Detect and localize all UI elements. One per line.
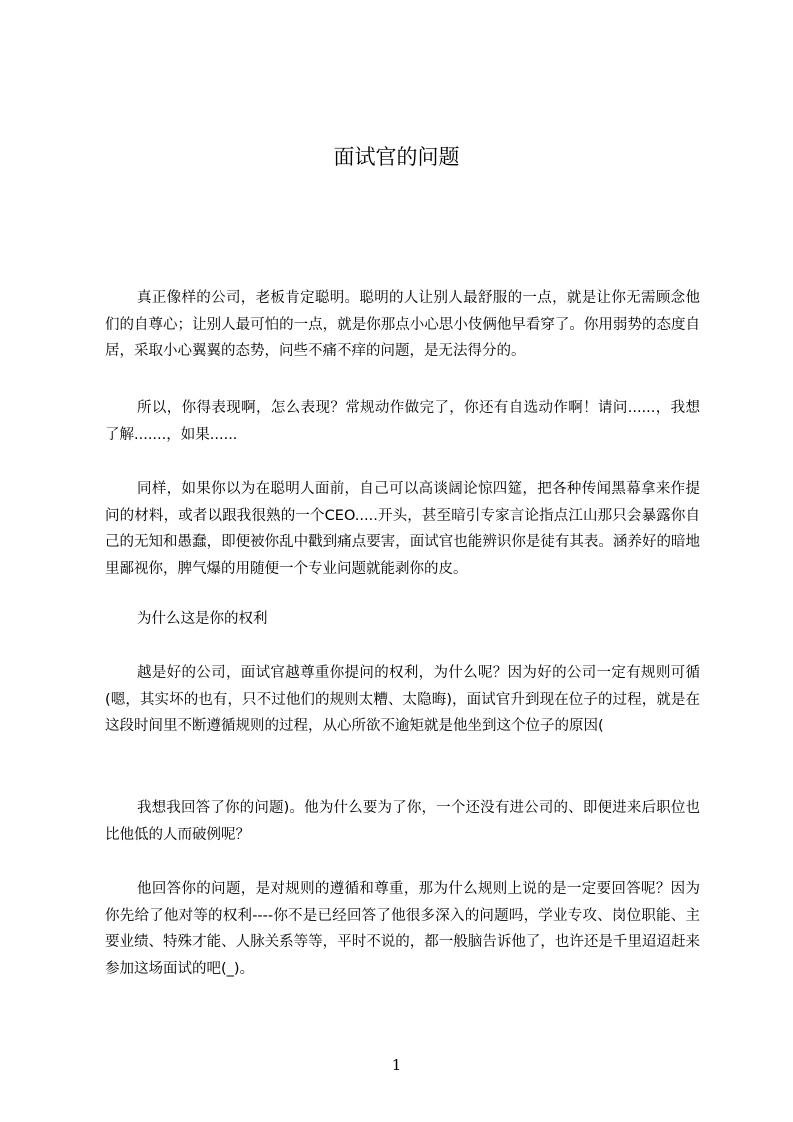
paragraph-6: 他回答你的问题，是对规则的遵循和尊重，那为什么规则上说的是一定要回答呢？因为你先给了他对等的权利----你不是已经回答了他很多深入的问题吗，学业专攻、岗位职能、主要业绩、特殊才能、人脉关系等等，平时不说的，都一般脑告诉他了，也许还是千里迢迢赶来参加这场面试的吧(_)。	[105, 881, 700, 977]
document-title: 面试官的问题	[333, 145, 460, 169]
page-number: 1	[391, 1056, 402, 1074]
paragraph-3: 同样，如果你以为在聪明人面前，自己可以高谈阔论惊四筵，把各种传闻黑幕拿来作提问的材料，或者以跟我很熟的一个CEO.....开头，甚至暗引专家言论指点江山那只会暴露你自己的无知和愚蠢，即便被你乱中戳到痛点要害，面试官也能辨识你是徒有其表。涵养好的暗地里鄙视你，脾气爆的用随便一个专业问题就能剥你的皮。	[105, 481, 700, 577]
paragraph-2: 所以，你得表现啊，怎么表现？常规动作做完了，你还有自选动作啊！请问......，我想了解.......，如果......	[105, 400, 700, 443]
paragraph-1: 真正像样的公司，老板肯定聪明。聪明的人让别人最舒服的一点，就是让你无需顾念他们的自尊心；让别人最可怕的一点，就是你那点小心思小伎俩他早看穿了。你用弱势的态度自居，采取小心翼翼的态势，问些不痛不痒的问题，是无法得分的。	[105, 290, 700, 359]
paragraph-4: 越是好的公司，面试官越尊重你提问的权利，为什么呢？因为好的公司一定有规则可循(嗯，其实坏的也有，只不过他们的规则太糟、太隐晦)，面试官升到现在位子的过程，就是在这段时间里不断遵循规则的过程，从心所欲不逾矩就是他坐到这个位子的原因(	[105, 665, 700, 734]
paragraph-5: 我想我回答了你的问题)。他为什么要为了你，一个还没有进公司的、即便进来后职位也比他低的人而破例呢？	[105, 800, 700, 843]
section-heading: 为什么这是你的权利	[137, 611, 268, 627]
